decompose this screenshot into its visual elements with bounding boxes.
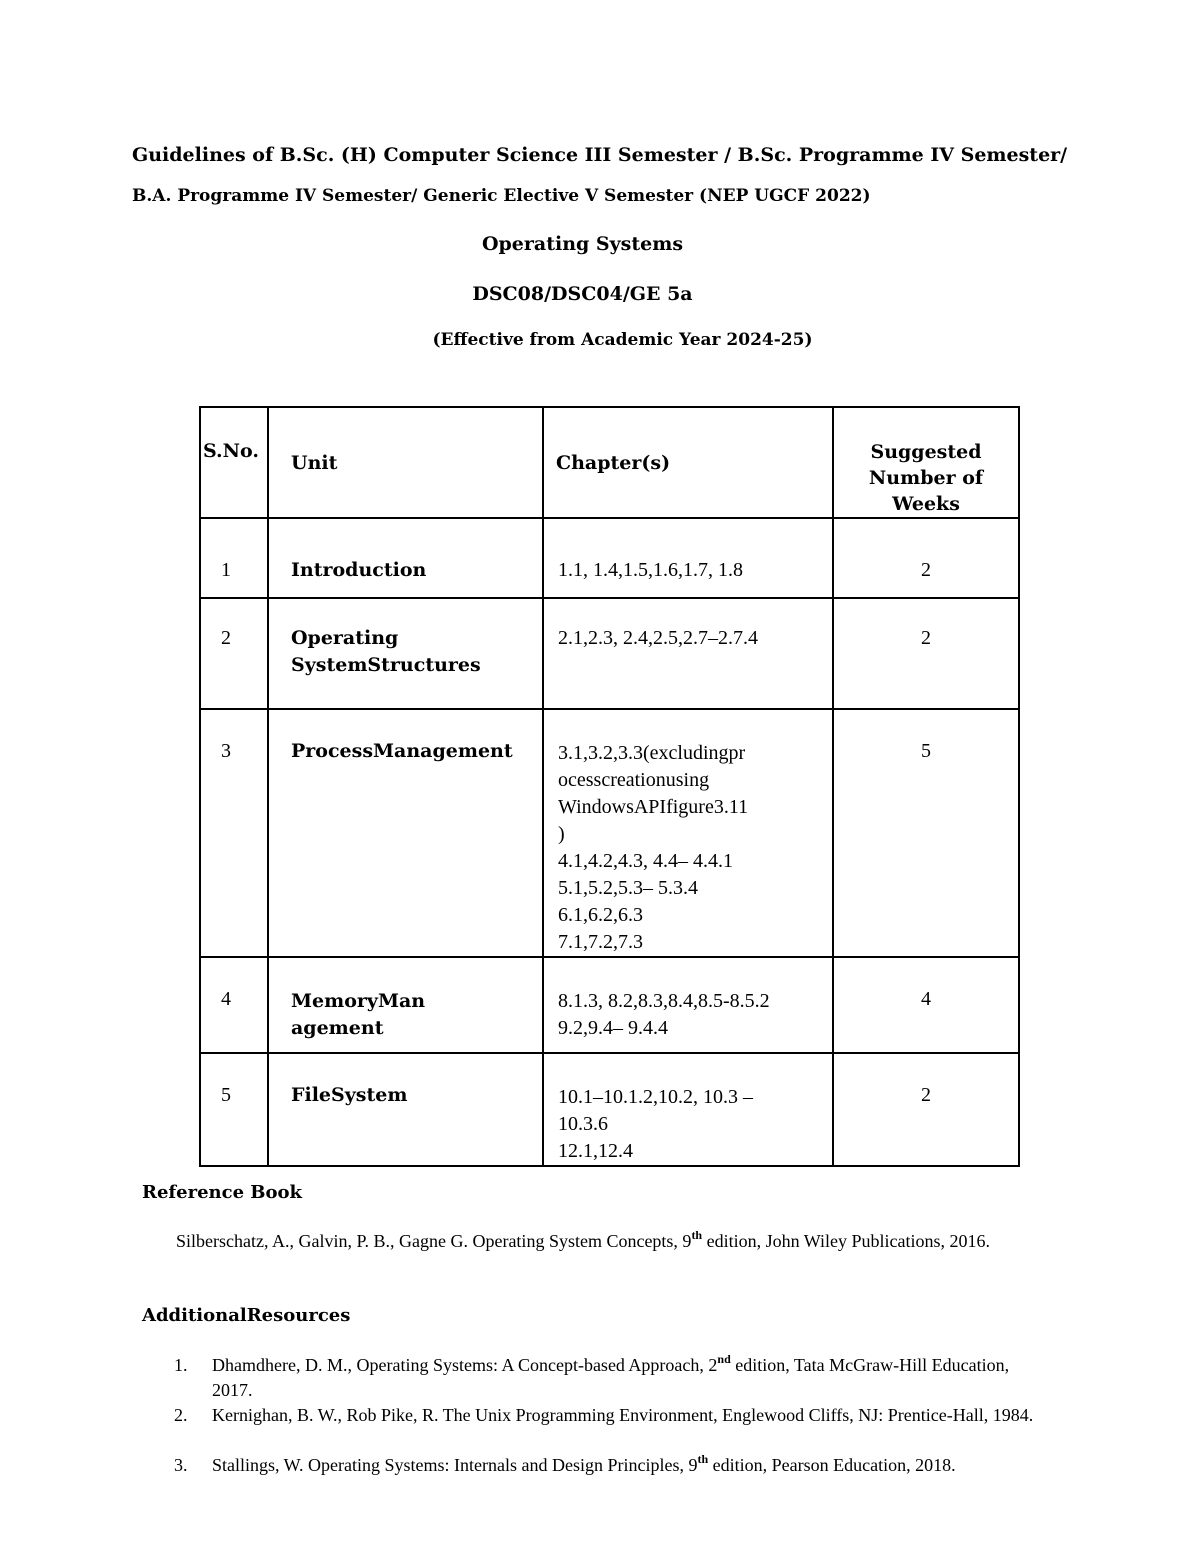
list-superscript: th (697, 1452, 709, 1466)
table-row (200, 598, 1019, 709)
row-chapters (543, 518, 833, 598)
header-sno: S.No. (200, 407, 268, 518)
guideline-title-line-1: Guidelines of B.Sc. (H) Computer Science III Semester / B.Sc. Programme IV Semester/ (132, 144, 1068, 166)
header-chapters: Chapter(s) (543, 407, 833, 518)
chapter-line: WindowsAPIfigure3.11 (558, 796, 749, 818)
list-number: 3. (174, 1455, 188, 1475)
list-text-part: Stallings, W. Operating Systems: Internals and Design Principles, 9 (212, 1455, 698, 1475)
course-code: DSC08/DSC04/GE 5a (472, 283, 693, 305)
row-sno: 4 (200, 957, 268, 1053)
row-chapters (543, 598, 833, 709)
guideline-title-line-2: B.A. Programme IV Semester/ Generic Elective V Semester (NEP UGCF 2022) (132, 186, 871, 206)
row-chapters (543, 1053, 833, 1166)
chapter-line: 1.1, 1.4,1.5,1.6,1.7, 1.8 (558, 559, 743, 581)
row-unit: MemoryMan agement (268, 957, 543, 1053)
reference-text-part: edition, John Wiley Publications, 2016. (702, 1231, 991, 1251)
reference-book-entry (176, 1229, 1016, 1254)
effective-year: (Effective from Academic Year 2024-25) (432, 330, 813, 350)
row-unit: ProcessManagement (268, 709, 543, 957)
chapter-line: 5.1,5.2,5.3– 5.3.4 (558, 877, 698, 899)
syllabus-table (199, 406, 1020, 1167)
chapter-line: ocesscreationusing (558, 769, 710, 791)
course-title: Operating Systems (481, 233, 684, 255)
list-number: 1. (174, 1355, 188, 1375)
row-sno: 5 (200, 1053, 268, 1166)
additional-resources-heading: AdditionalResources (142, 1305, 351, 1326)
row-chapters (543, 957, 833, 1053)
header-weeks: Suggested Number of Weeks (833, 407, 1019, 518)
chapter-line: 2.1,2.3, 2.4,2.5,2.7–2.7.4 (558, 627, 758, 649)
chapter-line: 9.2,9.4– 9.4.4 (558, 1017, 668, 1039)
list-text-part: Dhamdhere, D. M., Operating Systems: A Concept-based Approach, 2 (212, 1355, 718, 1375)
table-row (200, 1053, 1019, 1166)
list-number: 2. (174, 1405, 188, 1425)
row-weeks: 2 (833, 1053, 1019, 1166)
reference-book-heading: Reference Book (142, 1182, 303, 1203)
reference-superscript: th (691, 1228, 703, 1242)
chapter-line: 6.1,6.2,6.3 (558, 904, 643, 926)
list-text-part: edition, Tata McGraw-Hill Education, 2017. (212, 1355, 1010, 1400)
chapter-line: 7.1,7.2,7.3 (558, 931, 643, 953)
list-text-part: edition, Pearson Education, 2018. (708, 1455, 956, 1475)
table-row (200, 957, 1019, 1053)
chapter-line: 10.1–10.1.2,10.2, 10.3 – (558, 1086, 753, 1108)
row-weeks: 5 (833, 709, 1019, 957)
row-sno: 2 (200, 598, 268, 709)
table-header-row (200, 407, 1019, 518)
row-weeks: 2 (833, 598, 1019, 709)
chapter-line: 3.1,3.2,3.3(excludingpr (558, 742, 746, 764)
row-sno: 1 (200, 518, 268, 598)
chapter-line: 12.1,12.4 (558, 1140, 633, 1162)
row-unit: FileSystem (268, 1053, 543, 1166)
list-text-part: Kernighan, B. W., Rob Pike, R. The Unix Programming Environment, Englewood Cliffs, NJ: Prentice-Hall, 1984. (212, 1405, 1034, 1425)
chapter-line: 4.1,4.2,4.3, 4.4– 4.4.1 (558, 850, 733, 872)
chapter-line: 8.1.3, 8.2,8.3,8.4,8.5-8.5.2 (558, 990, 770, 1012)
list-item (174, 1403, 1054, 1428)
row-chapters (543, 709, 833, 957)
chapter-line: 10.3.6 (558, 1113, 608, 1135)
list-item (174, 1353, 1054, 1403)
chapter-line: ) (558, 823, 565, 845)
row-weeks: 4 (833, 957, 1019, 1053)
list-item (174, 1453, 1054, 1478)
table-row (200, 709, 1019, 957)
reference-text-part: Silberschatz, A., Galvin, P. B., Gagne G. Operating System Concepts, 9 (176, 1231, 692, 1251)
table-row (200, 518, 1019, 598)
row-sno: 3 (200, 709, 268, 957)
row-unit: Introduction (268, 518, 543, 598)
header-unit: Unit (268, 407, 543, 518)
row-weeks: 2 (833, 518, 1019, 598)
row-unit: Operating SystemStructures (268, 598, 543, 709)
list-superscript: nd (717, 1352, 731, 1366)
